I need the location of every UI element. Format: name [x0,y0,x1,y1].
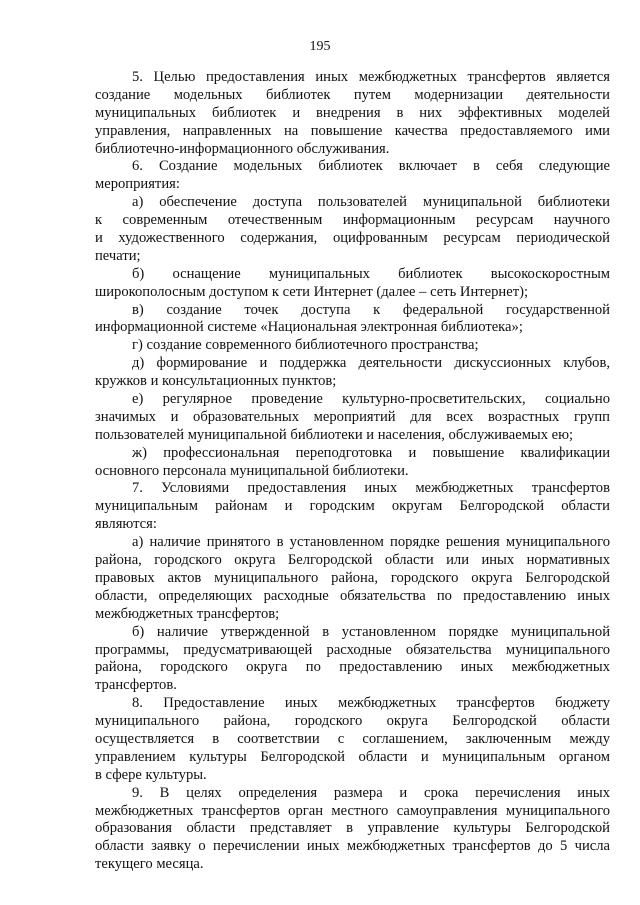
text-line: основного персонала муниципальной библиотеки. [95,462,409,479]
text-line: 8. Предоставление иных межбюджетных трансфертов бюджету [132,695,610,712]
paragraph [95,391,610,445]
text-line: е) регулярное проведение культурно-просветительских, социально [132,391,610,408]
text-line: текущего месяца. [95,856,204,873]
paragraph [95,445,610,481]
text-line: муниципальным районам и городским округам Белгородской области [95,498,610,515]
paragraph [95,158,610,194]
text-line: а) наличие принятого в установленном порядке решения муниципального [132,534,610,551]
text-line: б) оснащение муниципальных библиотек высокоскоростным [132,265,610,282]
paragraph [95,480,610,534]
text-line: являются: [95,516,157,533]
text-line: района, городского округа по предоставлению иных межбюджетных [95,659,610,676]
text-line: информационной системе «Национальная электронная библиотека»; [95,319,523,336]
text-line: 5. Целью предоставления иных межбюджетных трансфертов является [132,69,610,85]
text-line: 9. В целях определения размера и срока перечисления иных [132,784,610,801]
paragraph [95,337,610,355]
text-line: 7. Условиями предоставления иных межбюджетных трансфертов [132,480,610,497]
text-line: правовых актов муниципального района, городского округа Белгородской [95,569,610,586]
document-body [95,69,610,874]
text-line: образования области представляет в управление культуры Белгородской [95,820,610,837]
text-line: печати; [95,247,141,264]
text-line: к современным отечественным информационным ресурсам научного [95,212,610,229]
text-line: области, определяющих расходные обязательства по предоставлению иных [95,587,610,604]
text-line: и художественного содержания, оцифрованным ресурсам периодической [95,230,610,247]
text-line: осуществляется в соответствии с соглашением, заключенным между [95,730,610,747]
text-line: управлением культуры Белгородской области и муниципальным органом [95,748,610,765]
paragraph [95,266,610,302]
text-line: б) наличие утвержденной в установленном порядке муниципальной [132,623,610,640]
text-line: кружков и консультационных пунктов; [95,373,337,390]
text-line: области заявку о перечислении иных межбюджетных трансфертов до 5 числа [95,838,610,855]
text-line: пользователей муниципальной библиотеки и населения, обслуживаемых ею; [95,426,574,443]
text-line: широкополосным доступом к сети Интернет (далее – сеть Интернет); [95,283,529,300]
text-line: значимых и образовательных мероприятий для всех возрастных групп [95,408,610,425]
text-line: ж) профессиональная переподготовка и повышение квалификации [132,444,610,461]
text-line: муниципальных библиотек и внедрения в них эффективных моделей [95,104,610,121]
paragraph [95,534,610,623]
text-line: а) обеспечение доступа пользователей муниципальной библиотеки [132,194,610,211]
text-line: межбюджетных трансфертов орган местного самоуправления муниципального [95,802,610,819]
text-line: программы, предусматривающей расходные обязательства муниципального [95,641,610,658]
text-line: г) создание современного библиотечного пространства; [132,337,479,354]
text-line: муниципального района, городского округа Белгородской области [95,713,610,730]
text-line: межбюджетных трансфертов; [95,605,280,622]
text-line: трансфертов. [95,677,177,694]
paragraph [95,69,610,158]
text-line: д) формирование и поддержка деятельности дискуссионных клубов, [132,355,610,372]
text-line: библиотечно-информационного обслуживания. [95,140,390,157]
paragraph [95,355,610,391]
text-line: 6. Создание модельных библиотек включает в себя следующие [132,158,610,175]
paragraph [95,194,610,266]
text-line: управления, направленных на повышение качества предоставляемого ими [95,122,610,139]
paragraph [95,785,610,874]
paragraph [95,695,610,784]
text-line: создание модельных библиотек путем модернизации деятельности [95,86,610,103]
paragraph [95,624,610,696]
page-number: 195 [309,39,331,54]
paragraph [95,302,610,338]
text-line: района, городского округа Белгородской области или иных нормативных [95,552,610,569]
text-line: в сфере культуры. [95,766,207,783]
text-line: в) создание точек доступа к федеральной государственной [132,301,610,318]
text-line: мероприятия: [95,176,180,193]
